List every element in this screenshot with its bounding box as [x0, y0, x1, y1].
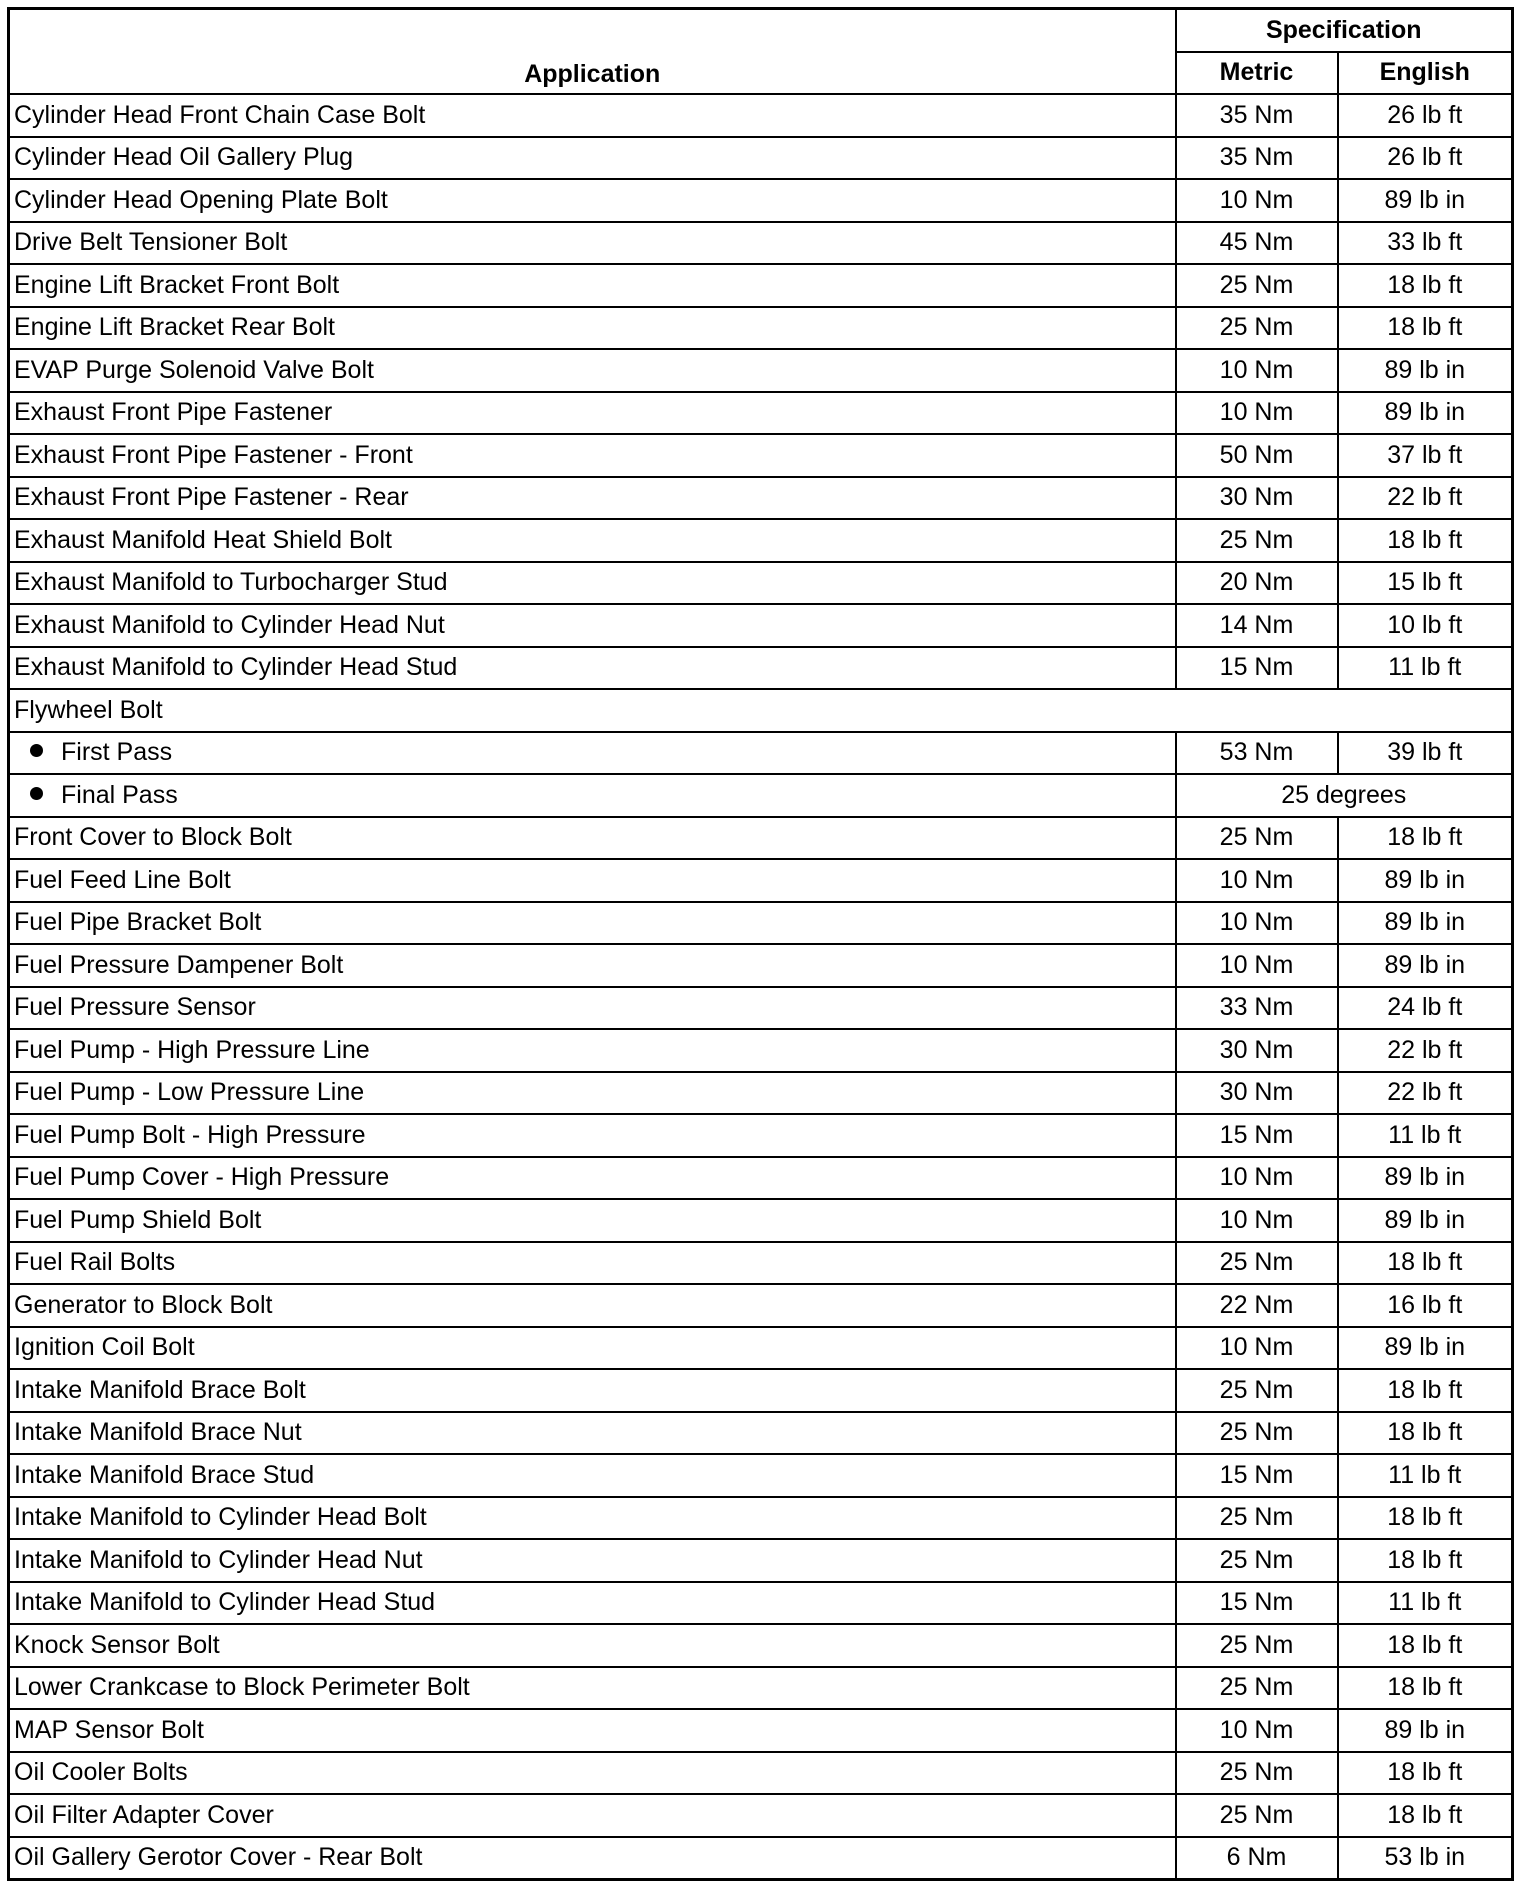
- application-label: Lower Crankcase to Block Perimeter Bolt: [14, 1673, 470, 1702]
- metric-cell: 30 Nm: [1176, 1029, 1338, 1072]
- english-cell: 89 lb in: [1338, 179, 1513, 222]
- metric-cell: 25 Nm: [1176, 1369, 1338, 1412]
- english-cell: 24 lb ft: [1338, 987, 1513, 1030]
- application-cell: [9, 1029, 1176, 1072]
- english-cell: 18 lb ft: [1338, 1667, 1513, 1710]
- application-cell: [9, 1497, 1176, 1540]
- application-label: Final Pass: [61, 780, 178, 809]
- application-cell: [9, 519, 1176, 562]
- application-label: Intake Manifold Brace Bolt: [14, 1375, 306, 1404]
- table-row: [9, 1157, 1513, 1200]
- table-row: [9, 1242, 1513, 1285]
- table-row: [9, 1114, 1513, 1157]
- english-cell: 89 lb in: [1338, 1327, 1513, 1370]
- application-label: Exhaust Manifold to Cylinder Head Stud: [14, 653, 458, 682]
- english-cell: 22 lb ft: [1338, 1029, 1513, 1072]
- english-cell: 26 lb ft: [1338, 137, 1513, 180]
- english-cell: 89 lb in: [1338, 1709, 1513, 1752]
- table-row: [9, 1284, 1513, 1327]
- english-cell: 89 lb in: [1338, 392, 1513, 435]
- metric-cell: 25 Nm: [1176, 1539, 1338, 1582]
- table-row: [9, 1837, 1513, 1880]
- table-row: [9, 987, 1513, 1030]
- metric-cell: 15 Nm: [1176, 647, 1338, 690]
- metric-cell: 30 Nm: [1176, 477, 1338, 520]
- application-cell: [9, 307, 1176, 350]
- english-cell: 18 lb ft: [1338, 1539, 1513, 1582]
- english-cell: 39 lb ft: [1338, 732, 1513, 775]
- table-row: [9, 477, 1513, 520]
- metric-cell: 15 Nm: [1176, 1582, 1338, 1625]
- metric-cell: 25 Nm: [1176, 1667, 1338, 1710]
- application-cell: [9, 987, 1176, 1030]
- english-cell: 18 lb ft: [1338, 1794, 1513, 1837]
- metric-cell: 10 Nm: [1176, 392, 1338, 435]
- table-row: [9, 817, 1513, 860]
- table-row: [9, 1454, 1513, 1497]
- application-cell: [9, 1072, 1176, 1115]
- english-cell: 10 lb ft: [1338, 604, 1513, 647]
- metric-cell: 25 Nm: [1176, 1794, 1338, 1837]
- table-row: [9, 944, 1513, 987]
- header-specification: Specification: [1176, 9, 1513, 52]
- metric-cell: 25 Nm: [1176, 817, 1338, 860]
- metric-cell: 25 Nm: [1176, 1624, 1338, 1667]
- application-cell: [9, 774, 1176, 817]
- english-cell: 37 lb ft: [1338, 434, 1513, 477]
- metric-cell: 10 Nm: [1176, 1199, 1338, 1242]
- header-english: English: [1338, 52, 1513, 95]
- application-cell: [9, 562, 1176, 605]
- table-row: [9, 392, 1513, 435]
- application-label: Intake Manifold Brace Nut: [14, 1418, 302, 1447]
- metric-cell: 10 Nm: [1176, 1327, 1338, 1370]
- metric-cell: 33 Nm: [1176, 987, 1338, 1030]
- metric-cell: 10 Nm: [1176, 349, 1338, 392]
- application-cell: [9, 1242, 1176, 1285]
- metric-cell: 15 Nm: [1176, 1454, 1338, 1497]
- metric-cell: 10 Nm: [1176, 944, 1338, 987]
- metric-cell: 10 Nm: [1176, 179, 1338, 222]
- metric-cell: 25 Nm: [1176, 1752, 1338, 1795]
- application-label: Flywheel Bolt: [14, 695, 163, 724]
- application-cell: [9, 1752, 1176, 1795]
- application-label: First Pass: [61, 738, 173, 767]
- application-cell: [9, 944, 1176, 987]
- application-cell: [9, 222, 1176, 265]
- application-cell: [9, 859, 1176, 902]
- table-row: [9, 1624, 1513, 1667]
- metric-cell: 50 Nm: [1176, 434, 1338, 477]
- english-cell: 89 lb in: [1338, 902, 1513, 945]
- table-row: [9, 519, 1513, 562]
- application-label: Fuel Feed Line Bolt: [14, 865, 231, 894]
- table-row: [9, 562, 1513, 605]
- application-cell: [9, 1369, 1176, 1412]
- application-cell: [9, 94, 1176, 137]
- application-label: Engine Lift Bracket Rear Bolt: [14, 313, 335, 342]
- application-label: Cylinder Head Front Chain Case Bolt: [14, 100, 426, 129]
- application-label: Cylinder Head Opening Plate Bolt: [14, 185, 388, 214]
- metric-cell: 14 Nm: [1176, 604, 1338, 647]
- table-row: [9, 1667, 1513, 1710]
- application-cell: [9, 1114, 1176, 1157]
- application-cell: [9, 604, 1176, 647]
- application-label: Fuel Pump Bolt - High Pressure: [14, 1120, 366, 1149]
- metric-cell: 25 Nm: [1176, 264, 1338, 307]
- application-cell: [9, 817, 1176, 860]
- table-row: [9, 1412, 1513, 1455]
- english-cell: 18 lb ft: [1338, 519, 1513, 562]
- english-cell: 18 lb ft: [1338, 264, 1513, 307]
- application-label: Intake Manifold to Cylinder Head Stud: [14, 1588, 436, 1617]
- english-cell: 15 lb ft: [1338, 562, 1513, 605]
- application-label: Cylinder Head Oil Gallery Plug: [14, 143, 354, 172]
- application-cell: [9, 349, 1176, 392]
- application-cell: [9, 179, 1176, 222]
- metric-cell: 15 Nm: [1176, 1114, 1338, 1157]
- application-label: Fuel Rail Bolts: [14, 1248, 176, 1277]
- header-application: Application: [9, 9, 1176, 95]
- application-label: Generator to Block Bolt: [14, 1290, 273, 1319]
- english-cell: 18 lb ft: [1338, 1752, 1513, 1795]
- table-header: [9, 9, 1513, 95]
- table-row: [9, 1497, 1513, 1540]
- application-cell: [9, 1284, 1176, 1327]
- table-row: [9, 1369, 1513, 1412]
- bullet-icon: [30, 744, 43, 757]
- application-cell: [9, 392, 1176, 435]
- table-row: [9, 859, 1513, 902]
- application-cell: [9, 1199, 1176, 1242]
- english-cell: 89 lb in: [1338, 859, 1513, 902]
- english-cell: 18 lb ft: [1338, 1497, 1513, 1540]
- english-cell: 53 lb in: [1338, 1837, 1513, 1880]
- table-row: [9, 774, 1513, 817]
- english-cell: 18 lb ft: [1338, 1412, 1513, 1455]
- table-row: [9, 732, 1513, 775]
- english-cell: 11 lb ft: [1338, 647, 1513, 690]
- header-row-top: [9, 9, 1513, 52]
- english-cell: 26 lb ft: [1338, 94, 1513, 137]
- metric-cell: 25 Nm: [1176, 1497, 1338, 1540]
- application-label: Fuel Pump - Low Pressure Line: [14, 1078, 365, 1107]
- application-label: Oil Gallery Gerotor Cover - Rear Bolt: [14, 1843, 423, 1872]
- application-cell: [9, 902, 1176, 945]
- application-label: Ignition Coil Bolt: [14, 1333, 195, 1362]
- table-row: [9, 349, 1513, 392]
- application-cell: [9, 1624, 1176, 1667]
- torque-spec-table: [7, 7, 1514, 1881]
- application-label: Fuel Pump Shield Bolt: [14, 1205, 262, 1234]
- table-row: [9, 1582, 1513, 1625]
- table-row: [9, 307, 1513, 350]
- table-row: [9, 1199, 1513, 1242]
- table-row: [9, 647, 1513, 690]
- application-label: Intake Manifold to Cylinder Head Bolt: [14, 1503, 427, 1532]
- application-label: Exhaust Front Pipe Fastener: [14, 398, 333, 427]
- application-label: MAP Sensor Bolt: [14, 1715, 204, 1744]
- english-cell: 16 lb ft: [1338, 1284, 1513, 1327]
- table-row: [9, 264, 1513, 307]
- application-cell: [9, 1794, 1176, 1837]
- english-cell: 89 lb in: [1338, 1199, 1513, 1242]
- table-row: [9, 1539, 1513, 1582]
- english-cell: 33 lb ft: [1338, 222, 1513, 265]
- table-row: [9, 222, 1513, 265]
- application-label: Engine Lift Bracket Front Bolt: [14, 270, 340, 299]
- header-metric: Metric: [1176, 52, 1338, 95]
- application-cell: [9, 1412, 1176, 1455]
- application-label: Fuel Pump Cover - High Pressure: [14, 1163, 390, 1192]
- table-row: [9, 1794, 1513, 1837]
- table-row: [9, 689, 1513, 732]
- application-label: Exhaust Front Pipe Fastener - Front: [14, 440, 413, 469]
- table-row: [9, 179, 1513, 222]
- table-row: [9, 604, 1513, 647]
- metric-cell: 10 Nm: [1176, 1709, 1338, 1752]
- english-cell: 11 lb ft: [1338, 1454, 1513, 1497]
- metric-cell: 45 Nm: [1176, 222, 1338, 265]
- application-cell: [9, 1539, 1176, 1582]
- application-label: EVAP Purge Solenoid Valve Bolt: [14, 355, 374, 384]
- english-cell: 11 lb ft: [1338, 1582, 1513, 1625]
- application-label: Front Cover to Block Bolt: [14, 823, 292, 852]
- application-cell: [9, 647, 1176, 690]
- table-body: [9, 94, 1513, 1880]
- application-label: Knock Sensor Bolt: [14, 1630, 220, 1659]
- table-row: [9, 1029, 1513, 1072]
- metric-cell: 10 Nm: [1176, 902, 1338, 945]
- application-cell: [9, 1837, 1176, 1880]
- english-cell: 89 lb in: [1338, 1157, 1513, 1200]
- metric-cell: 53 Nm: [1176, 732, 1338, 775]
- metric-cell: 10 Nm: [1176, 859, 1338, 902]
- metric-cell: 25 Nm: [1176, 307, 1338, 350]
- bullet-icon: [30, 787, 43, 800]
- application-cell: [9, 137, 1176, 180]
- metric-cell: 25 Nm: [1176, 1412, 1338, 1455]
- application-cell: [9, 1709, 1176, 1752]
- metric-cell: 20 Nm: [1176, 562, 1338, 605]
- application-label: Fuel Pump - High Pressure Line: [14, 1035, 370, 1064]
- metric-cell: 25 Nm: [1176, 519, 1338, 562]
- application-label: Exhaust Manifold to Cylinder Head Nut: [14, 610, 445, 639]
- english-cell: 18 lb ft: [1338, 817, 1513, 860]
- application-cell: [9, 732, 1176, 775]
- metric-cell: 35 Nm: [1176, 137, 1338, 180]
- metric-cell: 6 Nm: [1176, 1837, 1338, 1880]
- english-cell: 18 lb ft: [1338, 1242, 1513, 1285]
- table-row: [9, 1709, 1513, 1752]
- application-label: Fuel Pressure Sensor: [14, 993, 256, 1022]
- application-label: Oil Filter Adapter Cover: [14, 1800, 274, 1829]
- application-label: Drive Belt Tensioner Bolt: [14, 228, 288, 257]
- application-label: Fuel Pipe Bracket Bolt: [14, 908, 262, 937]
- english-cell: 22 lb ft: [1338, 1072, 1513, 1115]
- english-cell: 22 lb ft: [1338, 477, 1513, 520]
- application-cell: [9, 477, 1176, 520]
- application-label: Fuel Pressure Dampener Bolt: [14, 950, 344, 979]
- application-label: Oil Cooler Bolts: [14, 1758, 188, 1787]
- application-label: Intake Manifold to Cylinder Head Nut: [14, 1545, 423, 1574]
- metric-cell: 35 Nm: [1176, 94, 1338, 137]
- english-cell: 18 lb ft: [1338, 1369, 1513, 1412]
- english-cell: 89 lb in: [1338, 349, 1513, 392]
- metric-cell: 25 Nm: [1176, 1242, 1338, 1285]
- english-cell: 11 lb ft: [1338, 1114, 1513, 1157]
- table-row: [9, 902, 1513, 945]
- application-cell: [9, 1327, 1176, 1370]
- english-cell: 89 lb in: [1338, 944, 1513, 987]
- metric-cell: 10 Nm: [1176, 1157, 1338, 1200]
- application-cell: [9, 434, 1176, 477]
- spec-span-cell: 25 degrees: [1176, 774, 1513, 817]
- application-label: Exhaust Manifold Heat Shield Bolt: [14, 525, 392, 554]
- application-cell: [9, 689, 1513, 732]
- application-label: Intake Manifold Brace Stud: [14, 1460, 315, 1489]
- metric-cell: 30 Nm: [1176, 1072, 1338, 1115]
- table-row: [9, 434, 1513, 477]
- application-cell: [9, 1582, 1176, 1625]
- table-row: [9, 94, 1513, 137]
- application-cell: [9, 1454, 1176, 1497]
- application-cell: [9, 264, 1176, 307]
- application-cell: [9, 1157, 1176, 1200]
- english-cell: 18 lb ft: [1338, 307, 1513, 350]
- table-row: [9, 1072, 1513, 1115]
- application-label: Exhaust Front Pipe Fastener - Rear: [14, 483, 409, 512]
- table-row: [9, 1752, 1513, 1795]
- table-row: [9, 137, 1513, 180]
- application-cell: [9, 1667, 1176, 1710]
- metric-cell: 22 Nm: [1176, 1284, 1338, 1327]
- english-cell: 18 lb ft: [1338, 1624, 1513, 1667]
- application-label: Exhaust Manifold to Turbocharger Stud: [14, 568, 448, 597]
- table-row: [9, 1327, 1513, 1370]
